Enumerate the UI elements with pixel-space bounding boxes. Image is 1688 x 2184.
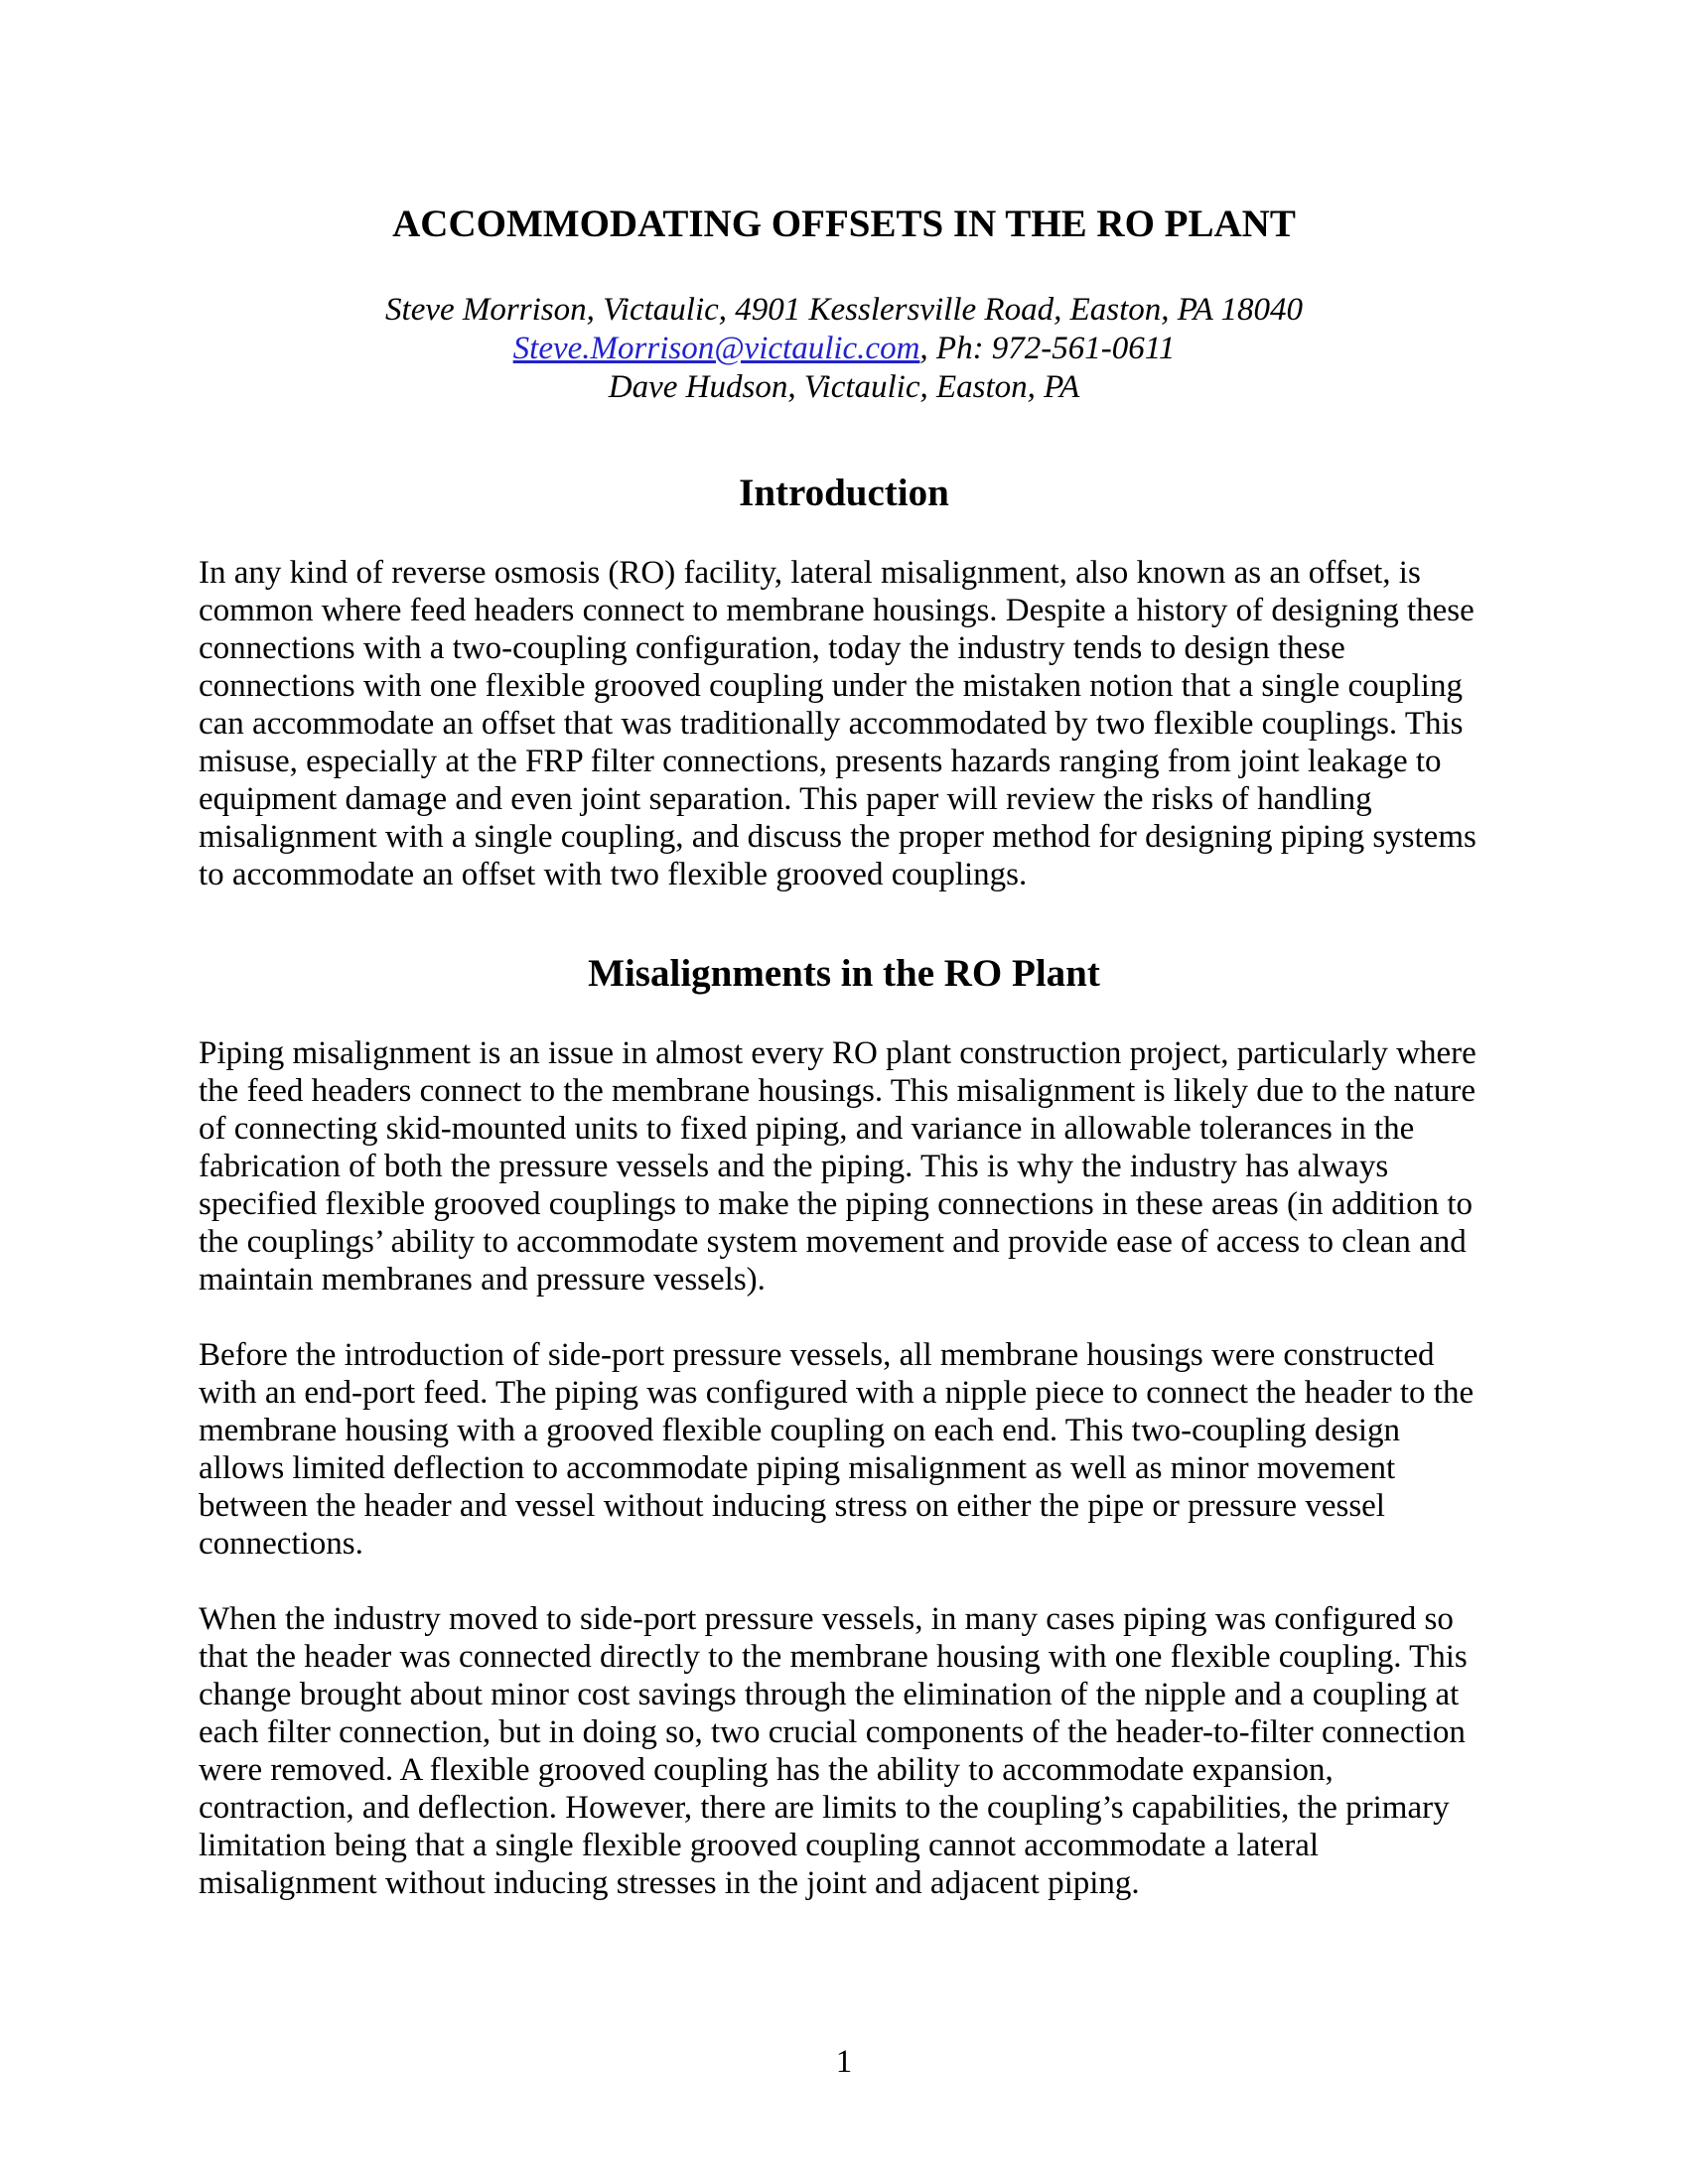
author-email-link[interactable]: Steve.Morrison@victaulic.com [512,331,920,366]
paper-title: ACCOMMODATING OFFSETS IN THE RO PLANT [392,203,1296,245]
page-number: 1 [835,2044,853,2080]
author-block [199,291,1489,407]
section-misalignments [199,951,1489,1902]
paragraph-misalignments-3: When the industry moved to side-port pressure vessels, in many cases piping was configured so that the header was connected directly to the membrane housing with one flexible coupling. This change brought about minor cost savings through the elimination of the nipple and a coupling at each filter connection, but in doing so, two crucial components of the header-to-filter connection were removed. A flexible grooved coupling has the ability to accommodate expansion, contraction, and deflection. However, there are limits to the coupling’s capabilities, the primary limitation being that a single flexible grooved coupling cannot accommodate a lateral misalignment without inducing stresses in the joint and adjacent piping. [199,1601,1468,1901]
section-introduction [199,471,1489,893]
second-author-line: Dave Hudson, Victaulic, Easton, PA [608,369,1080,405]
section-heading-misalignments: Misalignments in the RO Plant [588,952,1100,995]
paragraph-intro-1: In any kind of reverse osmosis (RO) facility, lateral misalignment, also known as an offset, is common where feed headers connect to membrane housings. Despite a history of designing these connections with a two-coupling configuration, today the industry tends to design these connections with one flexible grooved coupling under the mistaken notion that a single coupling can accommodate an offset that was traditionally accommodated by two flexible couplings. This misuse, especially at the FRP filter connections, presents hazards ranging from joint leakage to equipment damage and even joint separation. This paper will review the risks of handling misalignment with a single coupling, and discuss the proper method for designing piping systems to accommodate an offset with two flexible grooved couplings. [199,555,1477,892]
author-contact-line [199,330,1489,368]
paragraph-misalignments-2: Before the introduction of side-port pressure vessels, all membrane housings were constructed with an end-port feed. The piping was configured with a nipple piece to connect the header to the membrane housing with a grooved flexible coupling on each end. This two-coupling design allows limited deflection to accommodate piping misalignment as well as minor movement between the header and vessel without inducing stress on either the pipe or pressure vessel connections. [199,1337,1475,1562]
section-heading-introduction: Introduction [739,472,949,514]
author-affiliation-line: Steve Morrison, Victaulic, 4901 Kesslersville Road, Easton, PA 18040 [385,292,1303,328]
author-phone: , Ph: 972-561-0611 [919,331,1176,366]
paragraph-misalignments-1: Piping misalignment is an issue in almost every RO plant construction project, particularly where the feed headers connect to the membrane housings. This misalignment is likely due to the nature of connecting skid-mounted units to fixed piping, and variance in allowable tolerances in the fabrication of both the pressure vessels and the piping. This is why the industry has always specified flexible grooved couplings to make the piping connections in these areas (in addition to the couplings’ ability to accommodate system movement and provide ease of access to clean and maintain membranes and pressure vessels). [199,1035,1477,1297]
page-content [199,202,1489,1902]
